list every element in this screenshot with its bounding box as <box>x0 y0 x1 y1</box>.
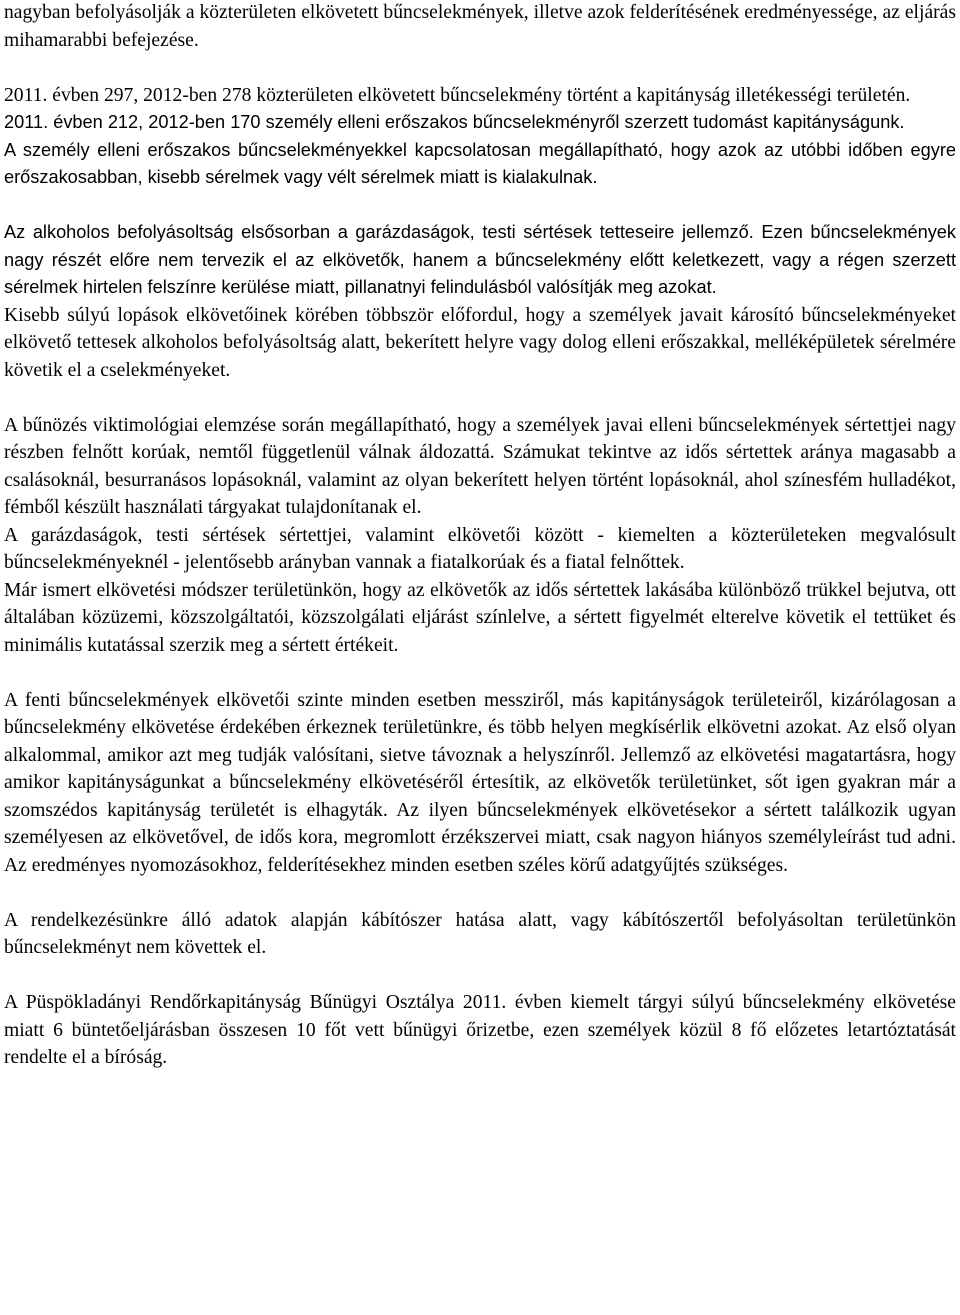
paragraph-offenders-from-afar: A fenti bűncselekmények elkövetői szinte minden esetben messziről, más kapitányságok területeiről, kizárólagosan a bűncselekmény elkövetése érdekében érkeznek területünkre, és több helyen megkísérlik elkövetni azokat. Az első olyan alkalommal, amikor azt meg tudják valósítani, sietve távoznak a helyszínről. Jellemző az elkövetési magatartásra, hogy amikor kapitányságunkat a bűncselekmény elkövetéséről értesítik, az elkövetők területünket, sőt igen gyakran már a szomszédos kapitányság területét is elhagyták. Az ilyen bűncselekmények elkövetésekor a sértett találkozik ugyan személyesen az elkövetővel, de idős kora, megromlott érzékszervei miatt, csak nagyon hiányos személyleírást tud adni. Az eredményes nyomozásokhoz, felderítésekhez minden esetben széles körű adatgyűjtés szükséges. <box>4 689 956 876</box>
paragraph-intro-continuation: nagyban befolyásolják a közterületen elkövetett bűncselekmények, illetve azok felderítésének eredményessége, az eljárás mihamarabbi befejezése. <box>4 2 956 51</box>
paragraph-narcotics: A rendelkezésünkre álló adatok alapján kábítószer hatása alatt, vagy kábítószertől befolyásoltan területünkön bűncselekményt nem követtek el. <box>4 909 956 958</box>
paragraph-violent-crimes-trend: A személy elleni erőszakos bűncselekményekkel kapcsolatosan megállapítható, hogy azok az utóbbi időben egyre erőszakosabban, kisebb sérelmek vagy vélt sérelmek miatt is kialakulnak. <box>4 139 956 187</box>
paragraph-violent-crimes-count: 2011. évben 212, 2012-ben 170 személy elleni erőszakos bűncselekményről szerzett tudomást kapitányságunk. <box>4 112 905 132</box>
paragraph-criminal-department: A Püspökladányi Rendőrkapitányság Bűnügyi Osztálya 2011. évben kiemelt tárgyi súlyú bűncselekmény elkövetése miatt 6 büntetőeljárásban összesen 10 főt vett bűnügyi őrizetbe, ezen személyek közül 8 fő előzetes letartóztatását rendelte el a bíróság. <box>4 992 956 1068</box>
paragraph-alcohol-influence: Az alkoholos befolyásoltság elsősorban a garázdaságok, testi sértések tetteseire jellemző. Ezen bűncselekmények nagy részét előre nem tervezik el az elkövetők, hanem a bűncselekmény előtt keletkezett, vagy a régen szerzett sérelmek hirtelen felszínre kerülése miatt, pillanatnyi felindulásból valósítják meg azokat. <box>4 222 956 297</box>
paragraph-victimology: A bűnözés viktimológiai elemzése során megállapítható, hogy a személyek javai elleni bűncselekmények sértettjei nagy részben felnőtt korúak, nemtől függetlenül válnak áldozattá. Számukat tekintve az idős sértettek aránya magasabb a csalásoknál, besurranásos lopásoknál, valamint az olyan bekerített helyen történt lopásoknál, ahol színesfém hulladékot, fémből készült használati tárgyakat tulajdonítanak el. <box>4 414 956 518</box>
paragraph-trick-method: Már ismert elkövetési módszer területünkön, hogy az elkövetők az idős sértettek lakásába különböző trükkel bejutva, ott általában közüzemi, közszolgáltatói, közszolgálati eljárást színlelve, a sértett figyelmét elterelve követik el tettüket és minimális kutatással szerzik meg a sértett értékeit. <box>4 579 956 656</box>
paragraph-minor-thefts: Kisebb súlyú lopások elkövetőinek körében többször előfordul, hogy a személyek javait károsító bűncselekményeket elkövető tettesek alkoholos befolyásoltság alatt, bekerített helyre vagy dolog elleni erőszakkal, melléképületek sérelmére követik el a cselekményeket. <box>4 304 956 381</box>
paragraph-public-space-crimes: 2011. évben 297, 2012-ben 278 közterületen elkövetett bűncselekmény történt a kapitányság illetékességi területén. <box>4 84 911 106</box>
paragraph-disorderly-conduct: A garázdaságok, testi sértések sértettjei, valamint elkövetői között - kiemelten a közterületeken megvalósult bűncselekményeknél - jelentősebb arányban vannak a fiatalkorúak és a fiatal felnőttek. <box>4 524 956 573</box>
